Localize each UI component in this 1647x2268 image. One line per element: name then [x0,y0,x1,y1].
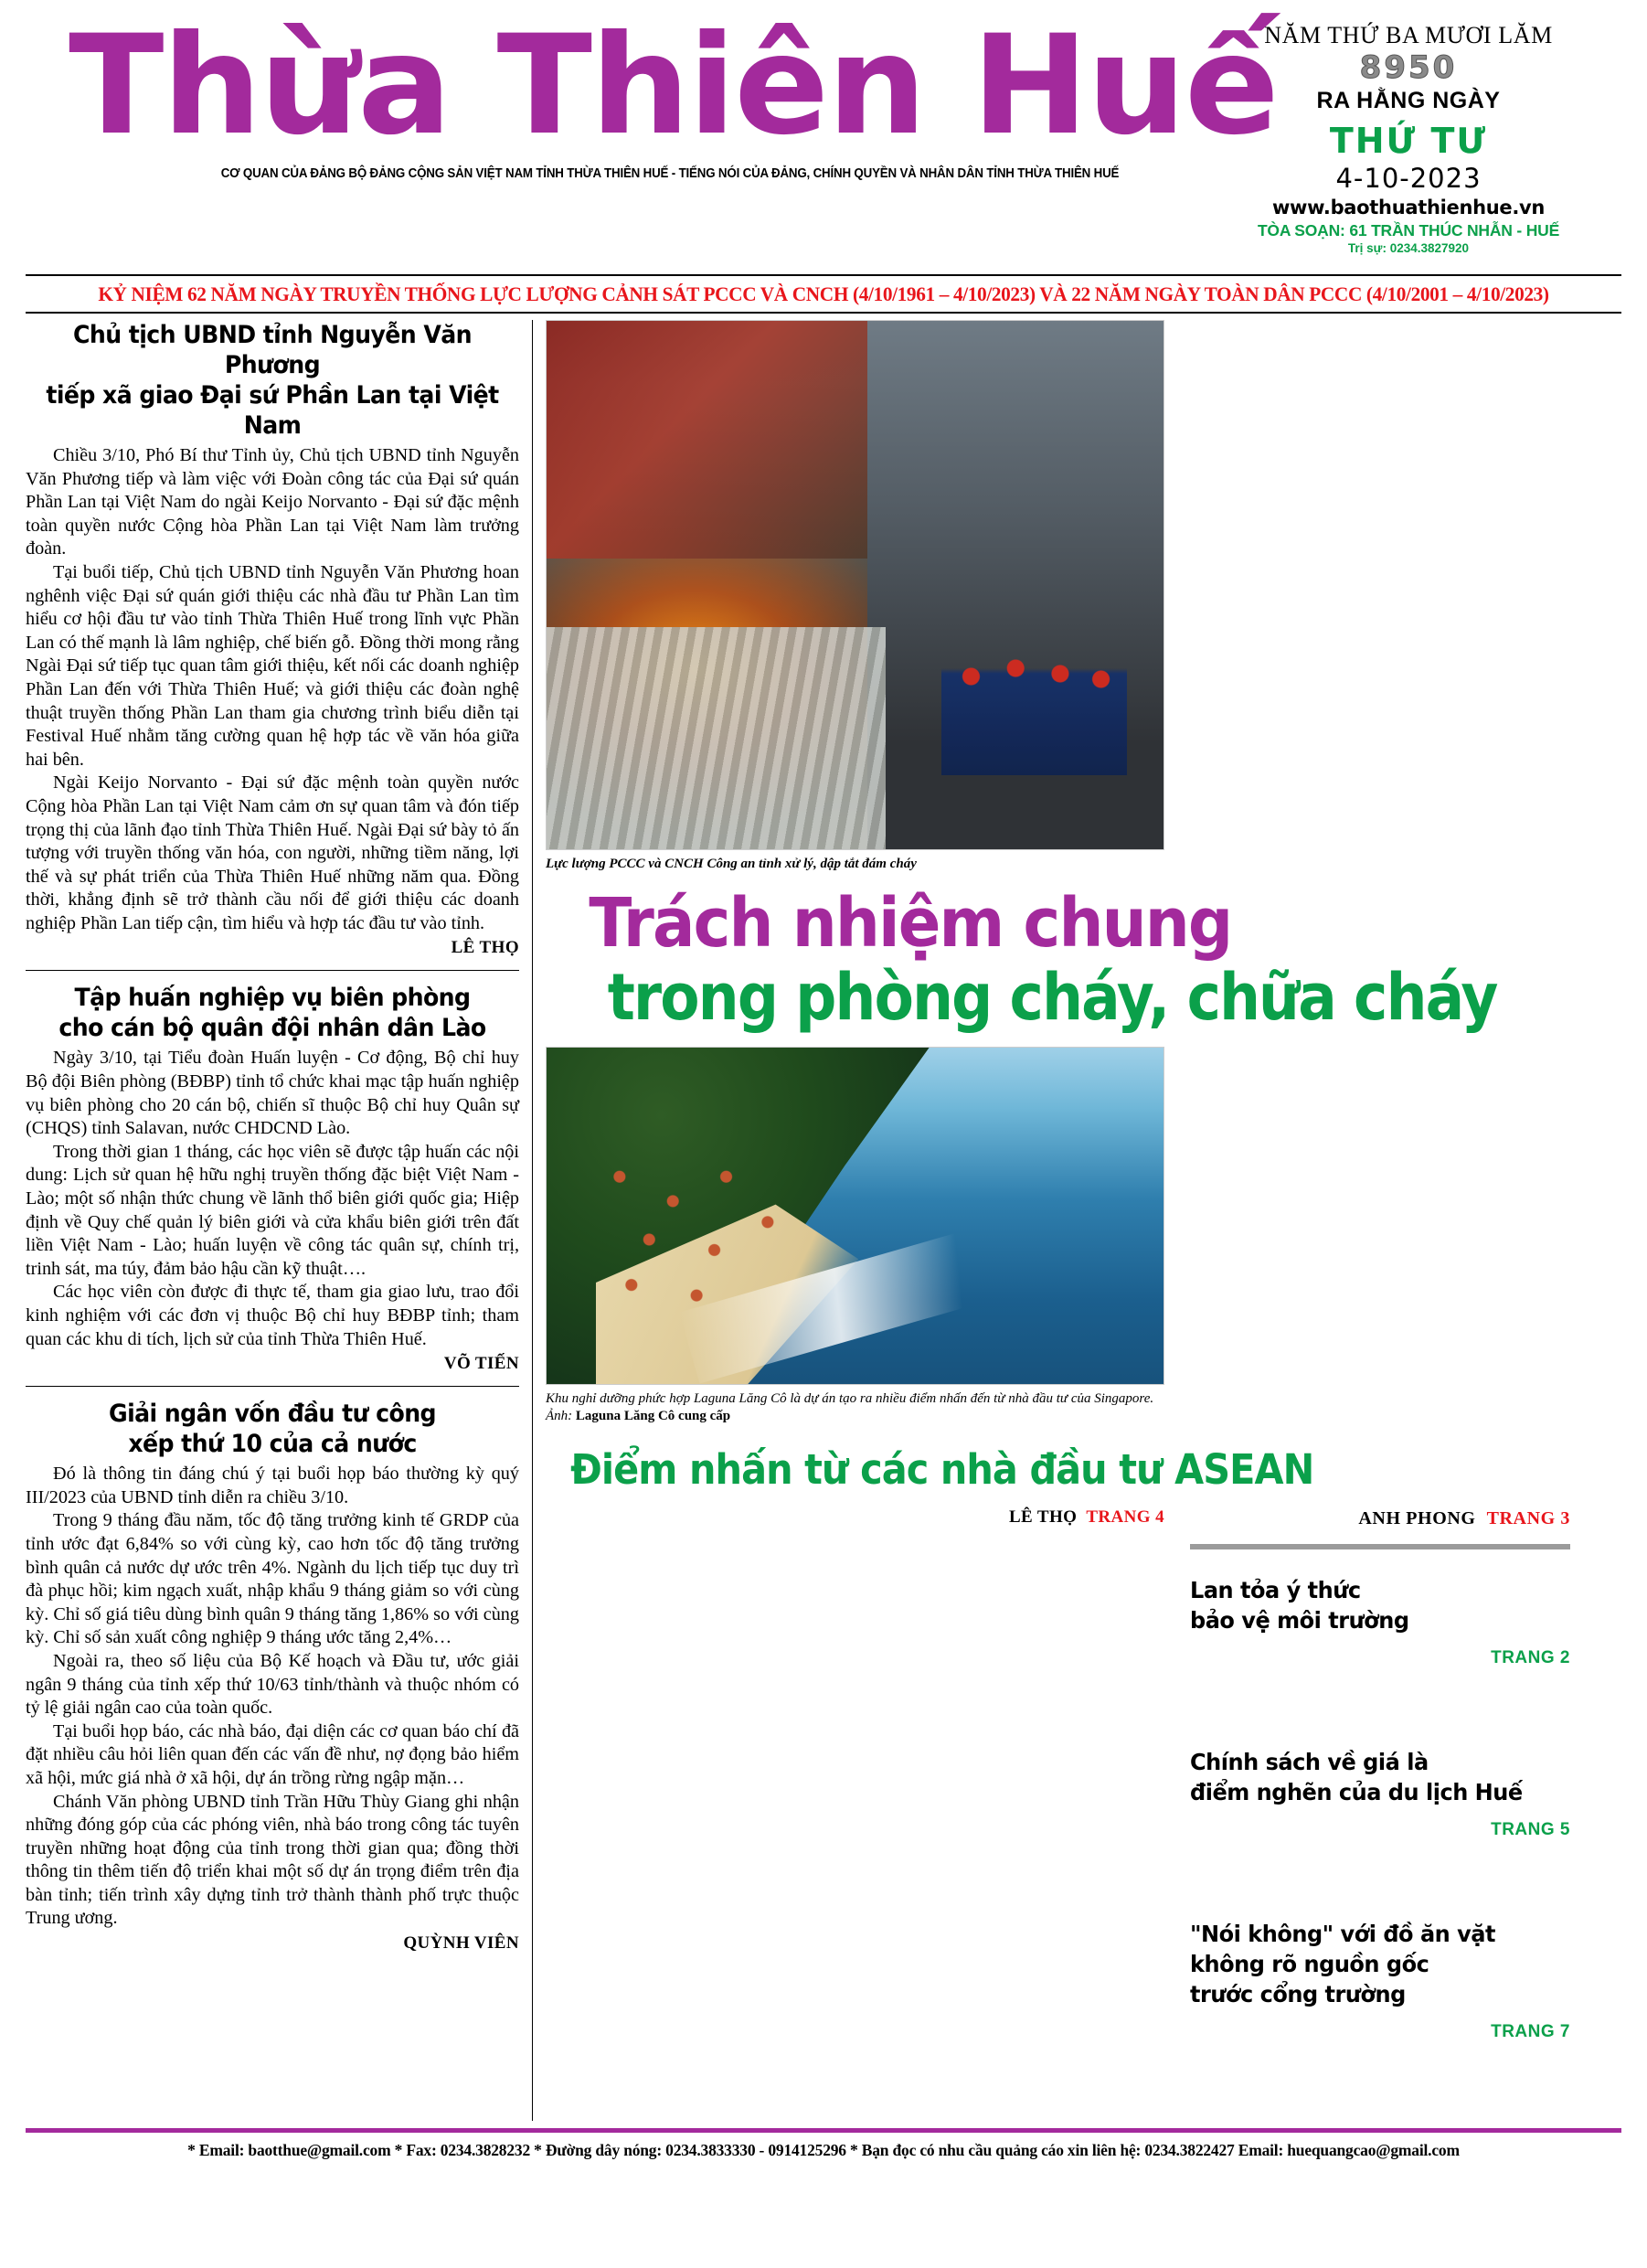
office-phone: Trị sự: 0234.3827920 [1347,241,1470,255]
article-headline-line2: tiếp xã giao Đại sứ Phần Lan tại Việt Nam [46,381,499,440]
lead-headline-line2[interactable]: trong phòng cháy, chữa cháy [607,960,1497,1035]
article-paragraph: Trong thời gian 1 tháng, các học viên sẽ được tập huấn các nội dung: Lịch sử quan hệ hữu nghị truyền thống đặc biệt Việt Nam - Lào; một số nhận thức chung về lãnh thổ biên giới quốc gia; Hiệp định về Quy chế quản lý biên giới và cửa khẩu biên giới trên đất liền Việt Nam - Lào; huấn luyện về công tác quân sự, chính trị, trinh sát, ma túy, đảm bảo hậu cần kỹ thuật…. [26,1141,519,1279]
article-headline-line2: xếp thứ 10 của cả nước [128,1430,417,1459]
article-byline: LÊ THỌ [451,938,519,958]
right-column [1177,320,1570,2121]
article-headline-line1: Tập huấn nghiệp vụ biên phòng [74,984,471,1013]
publication-year-line: NĂM THỨ BA MƯƠI LĂM [1264,22,1553,48]
asean-page-ref[interactable]: TRANG 4 [1086,1507,1164,1527]
article-paragraph: Chánh Văn phòng UBND tỉnh Trần Hữu Thùy Giang ghi nhận những đóng góp của các phóng viên, nhà báo trong công tác tuyên truyền những hoạt động của tỉnh trong thời gian qua; đồng thời thông tin thêm tiến độ triển khai một số dự án trọng điểm trên địa bàn tỉnh; tiến trình xây dựng tỉnh trở thành thành phố trực thuộc Trung ương. [26,1791,519,1929]
laguna-resort-photo [546,1047,1164,1385]
publication-weekday: THỨ TƯ [1329,121,1488,161]
teaser-page-ref[interactable]: TRANG 5 [1491,1820,1570,1839]
teaser-page-ref[interactable]: TRANG 2 [1491,1648,1570,1667]
newspaper-title: Thừa Thiên Huế [69,6,1278,165]
masthead-right [1212,22,1605,256]
article-body [26,444,519,935]
left-column [26,320,533,2121]
fire-photo-caption: Lực lượng PCCC và CNCH Công an tỉnh xử lý, dập tắt đám cháy [546,857,917,871]
article-headline-line2: cho cán bộ quân đội nhân dân Lào [58,1014,486,1043]
fire-story-byline: ANH PHONG [1358,1508,1476,1528]
masthead-tagline: CƠ QUAN CỦA ĐẢNG BỘ ĐẢNG CỘNG SẢN VIỆT NAM TỈNH THỪA THIÊN HUẾ - TIẾNG NÓI CỦA ĐẢNG, CHÍNH QUYỀN VÀ NHÂN DÂN TỈNH THỪA THIÊN HUẾ [220,166,1120,181]
article-headline-line1: Giải ngân vốn đầu tư công [108,1400,437,1429]
laguna-caption-credit: Laguna Lăng Cô cung cấp [575,1409,731,1423]
article-body [26,1047,519,1351]
asean-byline: LÊ THỌ [1008,1507,1078,1527]
banner-rule-bottom [26,312,1621,314]
right-column-spacer [1190,320,1570,1508]
article-byline: VÕ TIẾN [443,1354,519,1374]
teaser-line2: bảo vệ môi trường [1190,1607,1409,1634]
footer-contact-line: * Email: baotthue@gmail.com * Fax: 0234.3828232 * Đường dây nóng: 0234.3833330 - 0914125296 * Bạn đọc có nhu cầu quảng cáo xin liên hệ: 0234.3822427 Email: huequangcao@gmail.com [187,2141,1460,2159]
masthead-left [69,6,1278,181]
teaser-line1: Chính sách về giá là [1190,1749,1429,1775]
article-paragraph: Chiều 3/10, Phó Bí thư Tỉnh ủy, Chủ tịch UBND tỉnh Nguyễn Văn Phương tiếp và làm việc với Đoàn công tác của Đại sứ quán Phần Lan tại Việt Nam do ngài Keijo Norvanto - Đại sứ đặc mệnh toàn quyền nước Cộng hòa Phần Lan tại Việt Nam làm trưởng đoàn. [26,445,519,559]
article-border-guard-training[interactable] [26,983,519,1374]
right-column-divider [1190,1544,1570,1549]
anniversary-banner: KỶ NIỆM 62 NĂM NGÀY TRUYỀN THỐNG LỰC LƯỢNG CẢNH SÁT PCCC VÀ CNCH (4/10/1961 – 4/10/2023) VÀ 22 NĂM NGÀY TOÀN DÂN PCCC (4/10/2001 – 4/10/2023) [98,282,1549,305]
teaser-line2: không rõ nguồn gốc [1190,1951,1429,1977]
masthead [26,0,1621,274]
photo-firefighters-region [941,638,1127,775]
publication-frequency: RA HẰNG NGÀY [1316,88,1501,113]
office-address: TÒA SOẠN: 61 TRẦN THÚC NHẪN - HUẾ [1257,221,1560,240]
teaser-page-ref[interactable]: TRANG 7 [1491,2022,1570,2041]
article-public-investment[interactable] [26,1399,519,1954]
article-byline: QUỲNH VIÊN [403,1933,519,1954]
article-paragraph: Trong 9 tháng đầu năm, tốc độ tăng trưởng kinh tế GRDP của tỉnh ước đạt 6,84% so với cùng kỳ, cao hơn tốc độ tăng trưởng bình quân cả nước dự ước trên 4%. Ngành du lịch tiếp tục duy trì đà phục hồi; kim ngạch xuất, nhập khẩu 9 tháng giảm so với cùng kỳ. Chỉ số giá tiêu dùng bình quân 9 tháng tăng 1,86% so với cùng kỳ. Chỉ số sản xuất công nghiệp 9 tháng ước tăng 2,4%… [26,1510,519,1648]
issue-number: 8950 [1359,49,1458,86]
article-paragraph: Ngày 3/10, tại Tiểu đoàn Huấn luyện - Cơ động, Bộ chỉ huy Bộ đội Biên phòng (BĐBP) tỉnh tổ chức khai mạc tập huấn nghiệp vụ biên phòng cho 20 cán bộ, chiến sĩ thuộc Bộ chỉ huy Quân sự (CHQS) tỉnh Salavan, nước CHDCND Lào. [26,1048,519,1139]
fire-story-page-ref[interactable]: TRANG 3 [1486,1508,1570,1528]
fire-scene-photo [546,320,1164,850]
article-paragraph: Tại buổi tiếp, Chủ tịch UBND tỉnh Nguyễn Văn Phương hoan nghênh việc Đại sứ quán giới thiệu các nhà đầu tư Phần Lan tìm hiểu cơ hội đầu tư vào tỉnh Thừa Thiên Huế trong lĩnh vực Phần Lan có thế mạnh là lâm nghiệp, chế biến gỗ. Đồng thời mong rằng Ngài Đại sứ tiếp tục quan tâm giới thiệu, kết nối các doanh nghiệp Phần Lan đến với Thừa Thiên Huế; và giới thiệu các đoàn nghệ thuật truyền thống Phần Lan tham gia chương trình biểu diễn tại Festival Huế nhằm tăng cường quan hệ hợp tác về văn hóa giữa hai bên. [26,561,519,770]
teaser-school-snacks[interactable] [1190,1919,1570,2042]
asean-headline[interactable]: Điểm nhấn từ các nhà đầu tư ASEAN [570,1445,1314,1494]
article-paragraph: Các học viên còn được đi thực tế, tham gia giao lưu, trao đổi kinh nghiệm với các đơn vị thuộc Bộ chỉ huy BĐBP tỉnh; tham quan các khu di tích, lịch sử của tỉnh Thừa Thiên Huế. [26,1282,519,1349]
teaser-tourism-pricing[interactable] [1190,1747,1570,1840]
teaser-line3: trước cổng trường [1190,1981,1406,2007]
article-body [26,1463,519,1931]
teaser-line1: Lan tỏa ý thức [1190,1577,1361,1603]
article-headline-line1: Chủ tịch UBND tỉnh Nguyễn Văn Phương [72,321,473,379]
page-content [26,320,1621,2121]
teaser-environment[interactable] [1190,1575,1570,1668]
lead-headline-line1[interactable]: Trách nhiệm chung [589,884,1232,963]
publication-date: 4-10-2023 [1335,163,1482,194]
article-paragraph: Ngài Keijo Norvanto - Đại sứ đặc mệnh toàn quyền nước Cộng hòa Phần Lan tại Việt Nam cảm ơn sự quan tâm và đón tiếp trọng thị của lãnh đạo tỉnh Thừa Thiên Huế. Ngài Đại sứ bày tỏ ấn tượng với truyền thống văn hóa, con người, những tiềm năng, lợi thế và sự phát triển của Thừa Thiên Huế những năm qua. Đồng thời, khẳng định sẽ trở thành cầu nối để giới thiệu các doanh nghiệp Phần Lan tiếp cận, tìm hiểu và hợp tác đầu tư vào tỉnh. [26,772,519,933]
article-paragraph: Tại buổi họp báo, các nhà báo, đại diện các cơ quan báo chí đã đặt nhiều câu hỏi liên quan đến các vấn đề như, nợ đọng bảo hiểm xã hội, mức giá nhà ở xã hội, dự án trồng rừng ngập mặn… [26,1720,519,1788]
website-url[interactable]: www.baothuathienhue.vn [1271,197,1546,218]
article-divider [26,1386,519,1387]
teaser-line1: "Nói không" với đồ ăn vặt [1190,1921,1496,1947]
article-phuong-finland[interactable] [26,320,519,958]
asean-credit [546,1507,1164,1528]
fire-story-credit [1190,1508,1570,1529]
article-divider [26,970,519,971]
laguna-caption-text: Khu nghỉ dưỡng phức hợp Laguna Lăng Cô là dự án tạo ra nhiều điểm nhấn đến từ nhà đầu tư của Singapore. Ảnh: [546,1391,1154,1423]
article-paragraph: Ngoài ra, theo số liệu của Bộ Kế hoạch và Đầu tư, ước giải ngân 9 tháng của tỉnh xếp thứ 10/63 tỉnh/thành và thuộc nhóm có tỷ lệ giải ngân cao của toàn quốc. [26,1650,519,1719]
teaser-line2: điểm nghẽn của du lịch Huế [1190,1779,1523,1805]
article-paragraph: Đó là thông tin đáng chú ý tại buổi họp báo thường kỳ quý III/2023 của UBND tỉnh diễn ra chiều 3/10. [26,1464,519,1507]
laguna-photo-caption [546,1390,1164,1425]
